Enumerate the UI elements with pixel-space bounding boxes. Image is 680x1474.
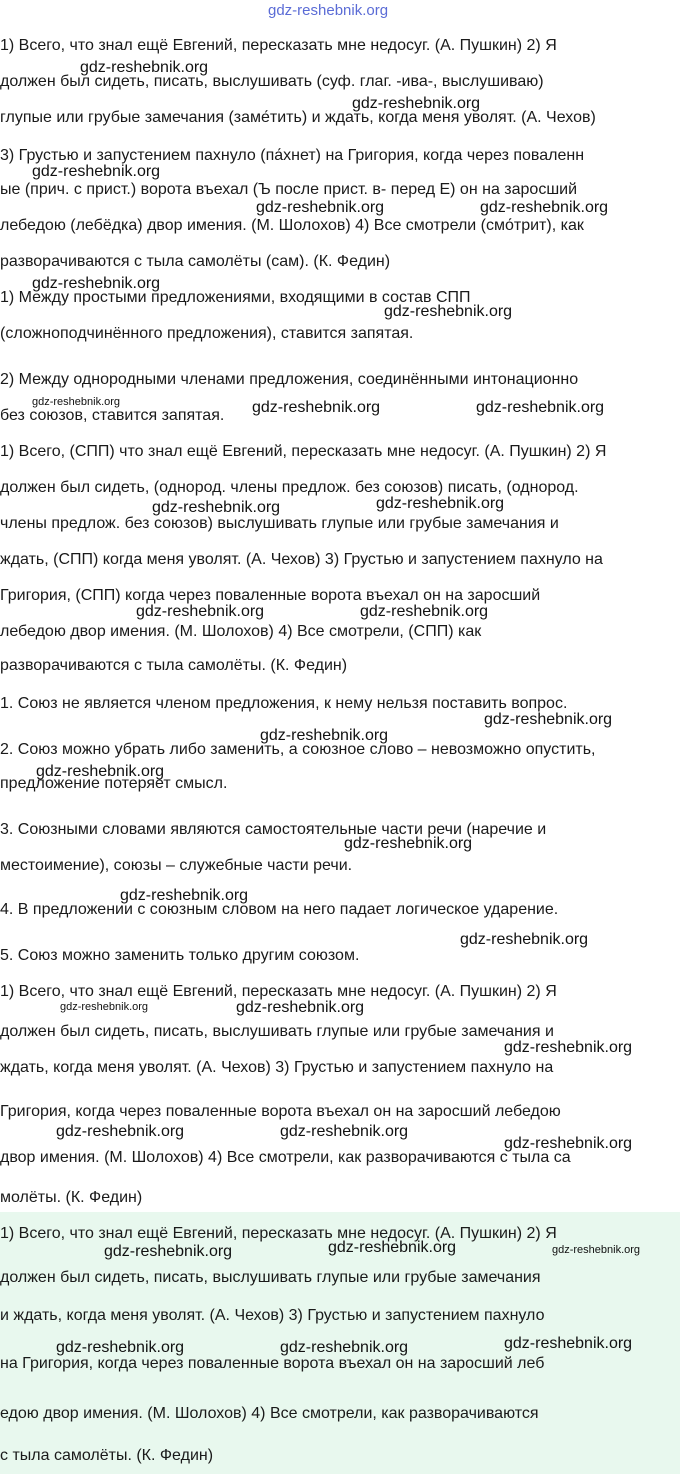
section3-line: ждать, (СПП) когда меня уволят. (А. Чехов) 3) Грустью и запустением пахнуло на bbox=[0, 551, 603, 568]
watermark: gdz-reshebnik.org bbox=[136, 603, 265, 620]
section5-line: ждать, когда меня уволят. (А. Чехов) 3) Грустью и запустением пахнуло на bbox=[0, 1059, 554, 1076]
watermark: gdz-reshebnik.org bbox=[376, 495, 505, 512]
watermark-top: gdz-reshebnik.org bbox=[268, 2, 389, 19]
section4-line: 1. Союз не является членом предложения, к нему нельзя поставить вопрос. bbox=[0, 695, 568, 712]
watermark: gdz-reshebnik.org bbox=[56, 1339, 185, 1356]
section1-line: ые (прич. с прист.) ворота въехал (Ъ после прист. в- перед Е) он на заросший bbox=[0, 181, 578, 198]
section6-line: и ждать, когда меня уволят. (А. Чехов) 3) Грустью и запустением пахнуло bbox=[0, 1307, 545, 1324]
watermark: gdz-reshebnik.org bbox=[32, 163, 161, 180]
section5-line: должен был сидеть, писать, выслушивать глупые или грубые замечания и bbox=[0, 1023, 554, 1040]
watermark: gdz-reshebnik.org bbox=[260, 727, 389, 744]
watermark: gdz-reshebnik.org bbox=[328, 1239, 457, 1256]
watermark: gdz-reshebnik.org bbox=[504, 1135, 633, 1152]
watermark: gdz-reshebnik.org bbox=[352, 95, 481, 112]
section4-line: 5. Союз можно заменить только другим союзом. bbox=[0, 947, 360, 964]
watermark: gdz-reshebnik.org bbox=[60, 1001, 149, 1013]
watermark: gdz-reshebnik.org bbox=[32, 396, 121, 408]
section1-line: 1) Всего, что знал ещё Евгений, пересказать мне недосуг. (А. Пушкин) 2) Я bbox=[0, 37, 557, 54]
section3-line: лебедою двор имения. (М. Шолохов) 4) Все смотрели, (СПП) как bbox=[0, 623, 482, 640]
watermark: gdz-reshebnik.org bbox=[504, 1039, 633, 1056]
watermark: gdz-reshebnik.org bbox=[280, 1339, 409, 1356]
section5-line: 1) Всего, что знал ещё Евгений, пересказать мне недосуг. (А. Пушкин) 2) Я bbox=[0, 983, 557, 1000]
section3-line: члены предлож. без союзов) выслушивать глупые или грубые замечания и bbox=[0, 515, 559, 532]
watermark: gdz-reshebnik.org bbox=[384, 303, 513, 320]
section2-line: 1) Между простыми предложениями, входящими в состав СПП bbox=[0, 289, 471, 306]
watermark: gdz-reshebnik.org bbox=[236, 999, 365, 1016]
watermark: gdz-reshebnik.org bbox=[552, 1244, 641, 1256]
section3-line: 1) Всего, (СПП) что знал ещё Евгений, пересказать мне недосуг. (А. Пушкин) 2) Я bbox=[0, 443, 607, 460]
section2-line: 2) Между однородными членами предложения, соединёнными интонационно bbox=[0, 371, 579, 388]
section3-line: Григория, (СПП) когда через поваленные ворота въехал он на заросший bbox=[0, 587, 541, 604]
watermark: gdz-reshebnik.org bbox=[256, 199, 385, 216]
watermark: gdz-reshebnik.org bbox=[36, 763, 165, 780]
section4-line: 2. Союз можно убрать либо заменить, а союзное слово – невозможно опустить, bbox=[0, 741, 596, 758]
section2-line: (сложноподчинённого предложения), ставится запятая. bbox=[0, 325, 414, 342]
section6-line: должен был сидеть, писать, выслушивать глупые или грубые замечания bbox=[0, 1269, 541, 1286]
section5-line: Григория, когда через поваленные ворота въехал он на заросший лебедою bbox=[0, 1103, 561, 1120]
section6-line: 1) Всего, что знал ещё Евгений, пересказать мне недосуг. (А. Пушкин) 2) Я bbox=[0, 1225, 557, 1242]
watermark: gdz-reshebnik.org bbox=[504, 1335, 633, 1352]
watermark: gdz-reshebnik.org bbox=[344, 835, 473, 852]
watermark: gdz-reshebnik.org bbox=[480, 199, 609, 216]
section1-line: должен был сидеть, писать, выслушивать (суф. глаг. -ива-, выслушиваю) bbox=[0, 73, 544, 90]
watermark: gdz-reshebnik.org bbox=[484, 711, 613, 728]
section3-line: разворачиваются с тыла самолёты. (К. Федин) bbox=[0, 657, 348, 674]
watermark: gdz-reshebnik.org bbox=[104, 1243, 233, 1260]
section3-line: должен был сидеть, (однород. члены предлож. без союзов) писать, (однород. bbox=[0, 479, 579, 496]
watermark: gdz-reshebnik.org bbox=[360, 603, 489, 620]
section4-line: местоимение), союзы – служебные части речи. bbox=[0, 857, 353, 874]
section4-line: 4. В предложении с союзным словом на него падает логическое ударение. bbox=[0, 901, 559, 918]
watermark: gdz-reshebnik.org bbox=[152, 499, 281, 516]
watermark: gdz-reshebnik.org bbox=[32, 275, 161, 292]
section6-line: на Григория, когда через поваленные ворота въехал он на заросший леб bbox=[0, 1355, 545, 1372]
watermark: gdz-reshebnik.org bbox=[280, 1123, 409, 1140]
section1-line: разворачиваются с тыла самолёты (сам). (К. Федин) bbox=[0, 253, 391, 270]
section2-line: без союзов, ставится запятая. bbox=[0, 407, 225, 424]
watermark: gdz-reshebnik.org bbox=[120, 887, 249, 904]
section6-line: с тыла самолёты. (К. Федин) bbox=[0, 1447, 214, 1464]
section5-line: двор имения. (М. Шолохов) 4) Все смотрели, как разворачиваются с тыла са bbox=[0, 1149, 571, 1166]
watermark: gdz-reshebnik.org bbox=[476, 399, 605, 416]
watermark: gdz-reshebnik.org bbox=[56, 1123, 185, 1140]
section1-line: лебедою (лебёдка) двор имения. (М. Шолохов) 4) Все смотрели (смо́трит), как bbox=[0, 217, 584, 234]
watermark: gdz-reshebnik.org bbox=[252, 399, 381, 416]
section1-line: 3) Грустью и запустением пахнуло (па́хнет) на Григория, когда через поваленн bbox=[0, 147, 585, 164]
section6-line: едою двор имения. (М. Шолохов) 4) Все смотрели, как разворачиваются bbox=[0, 1405, 539, 1422]
section1-line: глупые или грубые замечания (заме́тить) и ждать, когда меня уволят. (А. Чехов) bbox=[0, 109, 596, 126]
section5-line: молёты. (К. Федин) bbox=[0, 1189, 143, 1206]
watermark: gdz-reshebnik.org bbox=[80, 59, 209, 76]
section4-line: 3. Союзными словами являются самостоятельные части речи (наречие и bbox=[0, 821, 547, 838]
section4-line: предложение потеряет смысл. bbox=[0, 775, 228, 792]
watermark: gdz-reshebnik.org bbox=[460, 931, 589, 948]
